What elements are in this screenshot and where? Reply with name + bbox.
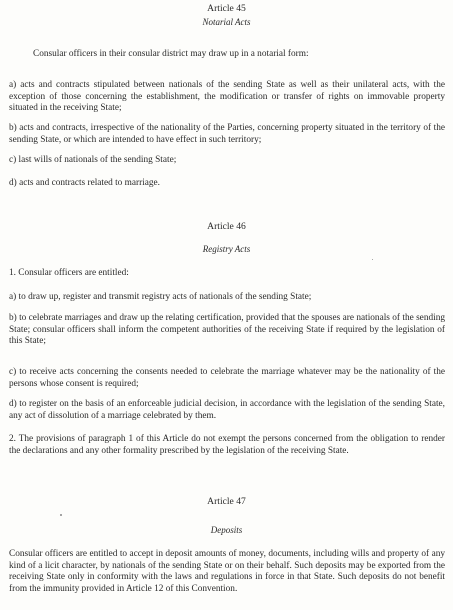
article-45-subheading: Notarial Acts bbox=[202, 17, 251, 27]
article-45-item-a: a) acts and contracts stipulated between nationals of the sending State as well as their unilateral acts, with the exception of those concerning the establishment, the modification or transfer of rights on immovable property situated in the receiving State; bbox=[9, 80, 445, 114]
article-45-intro: Consular officers in their consular district may draw up in a notarial form: bbox=[33, 49, 309, 59]
article-45-item-b: b) acts and contracts, irrespective of the nationality of the Parties, concerning property situated in the territory of the sending State, or which are intended to have effect in such territory; bbox=[9, 123, 445, 145]
article-46-item-c: c) to receive acts concerning the consents needed to celebrate the marriage whatever may be the nationality of the persons whose consent is required; bbox=[9, 367, 445, 389]
article-45-item-c: c) last wills of nationals of the sending State; bbox=[9, 155, 177, 165]
scan-speck bbox=[60, 514, 62, 516]
article-45-heading: Article 45 bbox=[207, 3, 246, 14]
article-45-item-d: d) acts and contracts related to marriage. bbox=[9, 178, 161, 188]
article-46-intro: 1. Consular officers are entitled: bbox=[9, 268, 129, 278]
article-46-paragraph-2: 2. The provisions of paragraph 1 of this Article do not exempt the persons concerned from the obligation to render the declarations and any other formality prescribed by the legislation of the receiving State. bbox=[9, 434, 445, 456]
article-47-heading: Article 47 bbox=[207, 496, 246, 507]
article-46-heading: Article 46 bbox=[207, 221, 246, 232]
article-46-item-a: a) to draw up, register and transmit registry acts of nationals of the sending State; bbox=[9, 292, 312, 302]
article-47-body: Consular officers are entitled to accept in deposit amounts of money, documents, including wills and property of any kind of a licit character, by nationals of the sending State or on their behalf. Such deposits may be exported from the receiving State only in conformity with the laws and regulations in force in that State. Such deposits do not benefit from the immunity provided in Article 12 of this Convention. bbox=[9, 549, 445, 594]
article-47-subheading: Deposits bbox=[210, 525, 243, 535]
article-46-item-b: b) to celebrate marriages and draw up the relating certification, provided that the spouses are nationals of the sending State; consular officers shall inform the competent authorities of the receiving State if required by the legislation of this State; bbox=[9, 313, 445, 347]
article-46-subheading: Registry Acts bbox=[202, 244, 251, 254]
scan-speck bbox=[372, 259, 373, 260]
article-46-item-d: d) to register on the basis of an enforceable judicial decision, in accordance with the legislation of the sending State, any act of dissolution of a marriage celebrated by them. bbox=[9, 399, 445, 421]
